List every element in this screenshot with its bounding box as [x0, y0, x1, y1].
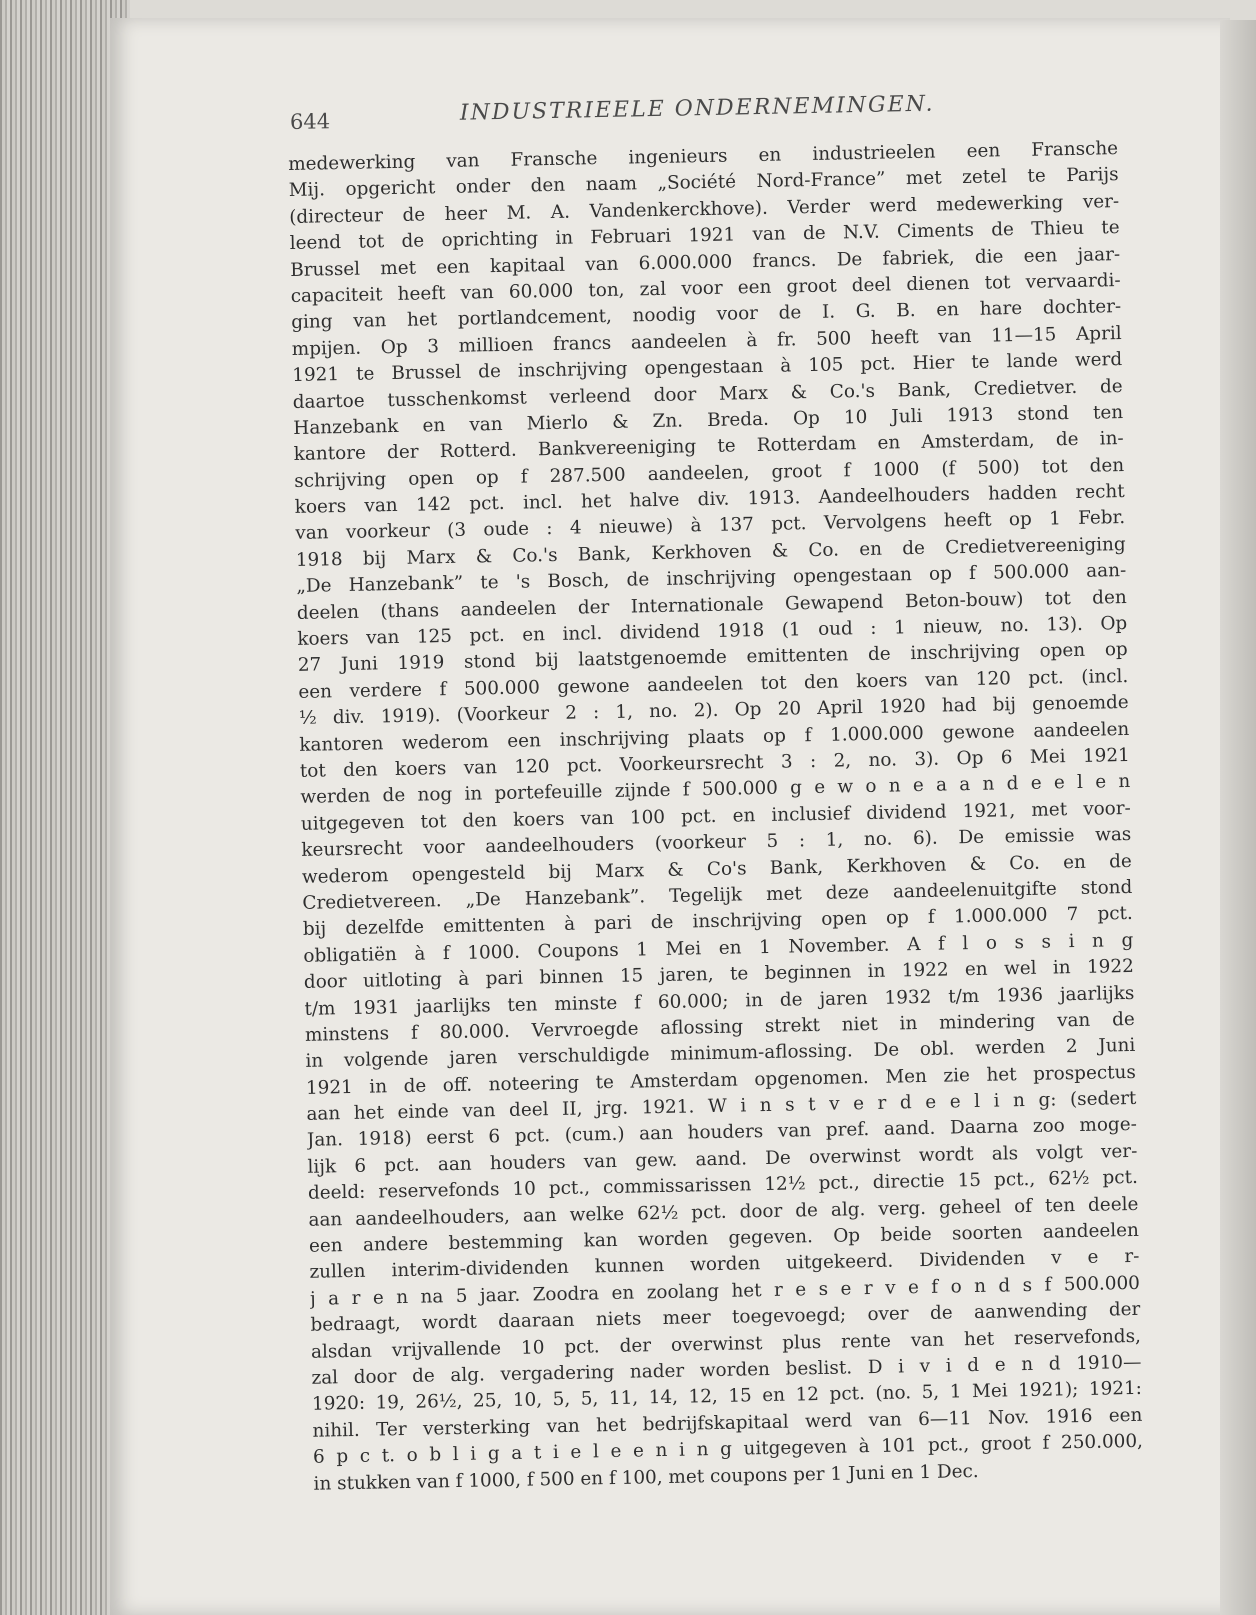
text-line: een verdere f 500.000 gewone aandeelen tot den koers van 120 pct. (incl.	[298, 665, 1129, 703]
text-line: ½ div. 1919). (Voorkeur 2 : 1, no. 2). Op 20 April 1920 had bij genoemde	[298, 692, 1129, 730]
text-line: koers van 142 pct. incl. het halve div. 1913. Aandeelhouders hadden recht	[294, 481, 1125, 519]
text-line: uitgegeven tot den koers van 100 pct. en inclusief dividend 1921, met voor-	[300, 797, 1131, 835]
text-line: werden de nog in portefeuille zijnde f 500.000 g e w o n e a a n d e e l e n	[300, 771, 1131, 809]
page-number: 644	[289, 109, 331, 134]
text-line: obligatiën à f 1000. Coupons 1 Mei en 1 November. A f l o s s i n g	[303, 929, 1134, 967]
text-line: in volgende jaren verschuldigde minimum-aflossing. De obl. werden 2 Juni	[305, 1035, 1136, 1073]
body-text	[288, 136, 1144, 1498]
text-line: koers van 125 pct. en incl. dividend 1918 (1 oud : 1 nieuw, no. 13). Op	[297, 613, 1128, 650]
text-line: (directeur de heer M. A. Vandenkerckhove). Verder werd medewerking ver-	[289, 190, 1120, 228]
text-line: zal door de alg. vergadering nader worden beslist. D i v i d e n d 1910—	[311, 1351, 1142, 1389]
text-line: een andere bestemming kan worden gegeven. Op beide soorten aandeelen	[308, 1219, 1140, 1257]
text-line: aan het einde van deel II, jrg. 1921. W i n s t v e r d e e l i n g: (sedert	[306, 1087, 1137, 1125]
text-line: schrijving open op f 287.500 aandeelen, groot f 1000 (f 500) tot den	[294, 454, 1125, 492]
text-line: aan aandeelhouders, aan welke 62½ pct. door de alg. verg. geheel of ten deele	[308, 1193, 1139, 1231]
text-line: deeld: reservefonds 10 pct., commissarissen 12½ pct., directie 15 pct., 62½ pct.	[307, 1167, 1139, 1205]
text-line: Credietvereen. „De Hanzebank”. Tegelijk met deze aandeelenuitgifte stond	[302, 876, 1133, 914]
text-line: bij dezelfde emittenten à pari de inschrijving open op f 1.000.000 7 pct.	[302, 903, 1133, 941]
running-head: INDUSTRIEELE ONDERNEMINGEN.	[459, 91, 935, 126]
text-line: 1918 bij Marx & Co.'s Bank, Kerkhoven & Co. en de Credietvereeniging	[295, 533, 1126, 571]
text-line: ging van het portlandcement, noodig voor de I. G. B. en hare dochter-	[291, 296, 1122, 334]
text-line: zullen interim-dividenden kunnen worden uitgekeerd. Dividenden v e r-	[309, 1246, 1140, 1284]
text-line: capaciteit heeft van 60.000 ton, zal voor een groot deel dienen tot vervaardi-	[290, 269, 1121, 307]
text-line: mpijen. Op 3 millioen francs aandeelen à fr. 500 heeft van 11—15 April	[291, 322, 1122, 360]
text-line: nihil. Ter versterking van het bedrijfskapitaal werd van 6—11 Nov. 1916 een	[312, 1404, 1143, 1442]
text-line: „De Hanzebank” te 's Bosch, de inschrijving opengestaan op f 500.000 aan-	[296, 560, 1127, 598]
text-line: daartoe tusschenkomst verleend door Marx & Co.'s Bank, Credietver. de	[292, 375, 1123, 413]
text-line: wederom opengesteld bij Marx & Co's Bank, Kerkhoven & Co. en de	[301, 850, 1132, 888]
text-line: van voorkeur (3 oude : 4 nieuwe) à 137 pct. Vervolgens heeft op 1 Febr.	[295, 507, 1126, 545]
text-line: tot den koers van 120 pct. Voorkeursrecht 3 : 2, no. 3). Op 6 Mei 1921	[299, 744, 1130, 782]
text-line: 6 p c t. o b l i g a t i e l e e n i n g uitgegeven à 101 pct., groot f 250.000,	[312, 1430, 1144, 1468]
text-line: door uitloting à pari binnen 15 jaren, te beginnen in 1922 en wel in 1922	[303, 956, 1134, 993]
text-line: 27 Juni 1919 stond bij laatstgenoemde emittenten de inschrijving open op	[297, 639, 1128, 677]
text-line: leend tot de oprichting in Februari 1921 van de N.V. Ciments de Thieu te	[289, 217, 1120, 255]
text-line: Brussel met een kapitaal van 6.000.000 francs. De fabriek, die een jaar-	[290, 243, 1121, 281]
text-line: Mij. opgericht onder den naam „Société Nord-France” met zetel te Parijs	[288, 164, 1119, 202]
text-line: medewerking van Fransche ingenieurs en industrieelen een Fransche	[288, 138, 1119, 175]
text-line: minstens f 80.000. Vervroegde aflossing strekt niet in mindering van de	[304, 1008, 1136, 1046]
text-line: 1921 in de off. noteering te Amsterdam opgenomen. Men zie het prospectus	[305, 1061, 1137, 1099]
text-line: Jan. 1918) eerst 6 pct. (cum.) aan houders van pref. aand. Daarna zoo moge-	[306, 1114, 1138, 1152]
text-line: 1921 te Brussel de inschrijving opengestaan à 105 pct. Hier te lande werd	[292, 349, 1123, 387]
text-line: t/m 1931 jaarlijks ten minste f 60.000; in de jaren 1932 t/m 1936 jaarlijks	[304, 982, 1135, 1020]
text-line: j a r e n na 5 jaar. Zoodra en zoolang het r e s e r v e f o n d s f 500.000	[309, 1272, 1141, 1310]
text-line: keursrecht voor aandeelhouders (voorkeur 5 : 1, no. 6). De emissie was	[301, 824, 1132, 862]
right-page-edge	[1220, 20, 1256, 1615]
text-line: Hanzebank en van Mierlo & Zn. Breda. Op 10 Juli 1913 stond ten	[293, 401, 1124, 439]
text-line: 1920: 19, 26½, 25, 10, 5, 5, 11, 14, 12, 15 en 12 pct. (no. 5, 1 Mei 1921); 1921:	[311, 1378, 1143, 1416]
text-line: deelen (thans aandeelen der Internationale Gewapend Beton-bouw) tot den	[296, 586, 1127, 624]
text-line: lijk 6 pct. aan houders van gew. aand. De overwinst wordt als volgt ver-	[307, 1140, 1138, 1178]
text-line: kantore der Rotterd. Bankvereeniging te Rotterdam en Amsterdam, de in-	[293, 428, 1124, 466]
text-line: in stukken van f 1000, f 500 en f 100, met coupons per 1 Juni en 1 Dec.	[313, 1460, 979, 1495]
text-line: kantoren wederom een inschrijving plaats op f 1.000.000 gewone aandeelen	[299, 718, 1130, 756]
text-line: alsdan vrijvallende 10 pct. der overwinst plus rente van het reservefonds,	[310, 1325, 1142, 1363]
text-line: bedraagt, wordt daaraan niets meer toegevoegd; over de aanwending der	[310, 1299, 1141, 1336]
